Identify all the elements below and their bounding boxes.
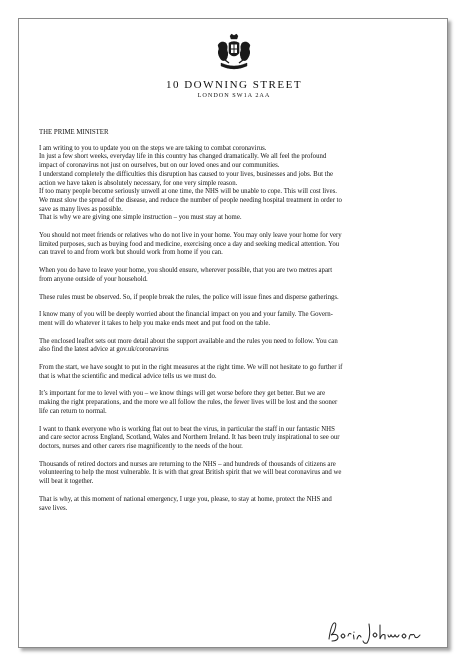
letter-paragraph [39,338,433,355]
paragraph-line: can travel to and from work but should work from home if you can. [39,249,223,257]
paragraph-line: save as many lives as possible. [39,205,123,213]
paragraph-line: I want to thank everyone who is working flat out to beat the virus, in particular the staff in our fantastic NHS [39,425,335,433]
letter-paragraph [39,496,433,513]
paragraph-line: I know many of you will be deeply worried about the financial impact on you and your family. The Govern- [39,311,333,319]
signature [325,619,425,645]
letter-paragraph [39,145,433,223]
paragraph-line: save lives. [39,504,68,512]
paragraph-line: That is why, at this moment of national emergency, I urge you, please, to stay at home, protect the NHS and [39,495,332,503]
address-street: 10 DOWNING STREET [165,79,303,91]
paragraph-line: In just a few short weeks, everyday life in this country has changed dramatically. We all feel the profound [39,153,327,161]
paragraph-line: that is what the scientific and medical advice tells us we must do. [39,372,217,380]
letter-paragraph [39,232,433,258]
letter-heading: THE PRIME MINISTER [39,129,109,136]
paragraph-line: When you do have to leave your home, you should ensure, wherever possible, that you are two metres apart [39,267,333,275]
paragraph-line: limited purposes, such as buying food and medicine, exercising once a day and seeking medical attention. You [39,240,340,248]
paragraph-line: From the start, we have sought to put in the right measures at the right time. We will not hesitate to go further if [39,364,343,372]
letter-page [18,18,448,648]
letter-paragraph [39,426,433,452]
paragraph-line: I am writing to you to update you on the steps we are taking to combat coronavirus. [39,144,267,152]
paragraph-line: It’s important for me to level with you – we know things will get worse before they get better. But we are [39,390,326,398]
paragraph-line: The enclosed leaflet sets out more detail about the support available and the rules you need to follow. You can [39,337,338,345]
letterhead-address [19,79,449,99]
letter-paragraph [39,390,433,416]
paragraph-line: and care sector across England, Scotland, Wales and Northern Ireland. It has been truly inspirational to see our [39,434,340,442]
paragraph-line: If too many people become seriously unwell at one time, the NHS will be unable to cope. This will cost lives. [39,188,337,196]
paragraph-line: from anyone outside of your household. [39,275,148,283]
letter-paragraphs [39,145,433,514]
letter-body [39,129,433,522]
royal-coat-of-arms-icon [212,33,256,73]
paragraph-line: volunteering to help the most vulnerable. It is with that great British spirit that we will beat coronavirus and we [39,469,342,477]
paragraph-line: also find the latest advice at gov.uk/coronavirus [39,346,169,354]
paragraph-line: These rules must be observed. So, if people break the rules, the police will issue fines and disperse gatherings. [39,293,339,301]
paragraph-line: will beat it together. [39,478,94,486]
paragraph-line: That is why we are giving one simple instruction – you must stay at home. [39,214,242,222]
letter-paragraph [39,311,433,328]
letter-paragraph [39,461,433,487]
paragraph-line: making the right preparations, and the more we all follow the rules, the fewer lives will be lost and the sooner [39,399,338,407]
paragraph-line: We must slow the spread of the disease, and reduce the number of people needing hospital treatment in order to [39,196,342,204]
letter-paragraph [39,294,433,303]
paragraph-line: ment will do whatever it takes to help you make ends meet and put food on the table. [39,319,271,327]
address-city: LONDON SW1A 2AA [197,92,271,99]
letter-paragraph [39,267,433,284]
paragraph-line: I understand completely the difficulties this disruption has caused to your lives, businesses and jobs. But the [39,170,333,178]
paragraph-line: life can return to normal. [39,407,107,415]
paragraph-line: Thousands of retired doctors and nurses are returning to the NHS – and hundreds of thousands of citizens are [39,460,336,468]
paragraph-line: doctors, nurses and other carers rise magnificently to the needs of the hour. [39,442,243,450]
paragraph-line: You should not meet friends or relatives who do not live in your home. You may only leave your home for very [39,232,342,240]
letter-paragraph [39,364,433,381]
paragraph-line: action we have taken is absolutely necessary, for one very simple reason. [39,179,238,187]
paragraph-line: impact of coronavirus not just on ourselves, but on our loved ones and our communities. [39,162,280,170]
